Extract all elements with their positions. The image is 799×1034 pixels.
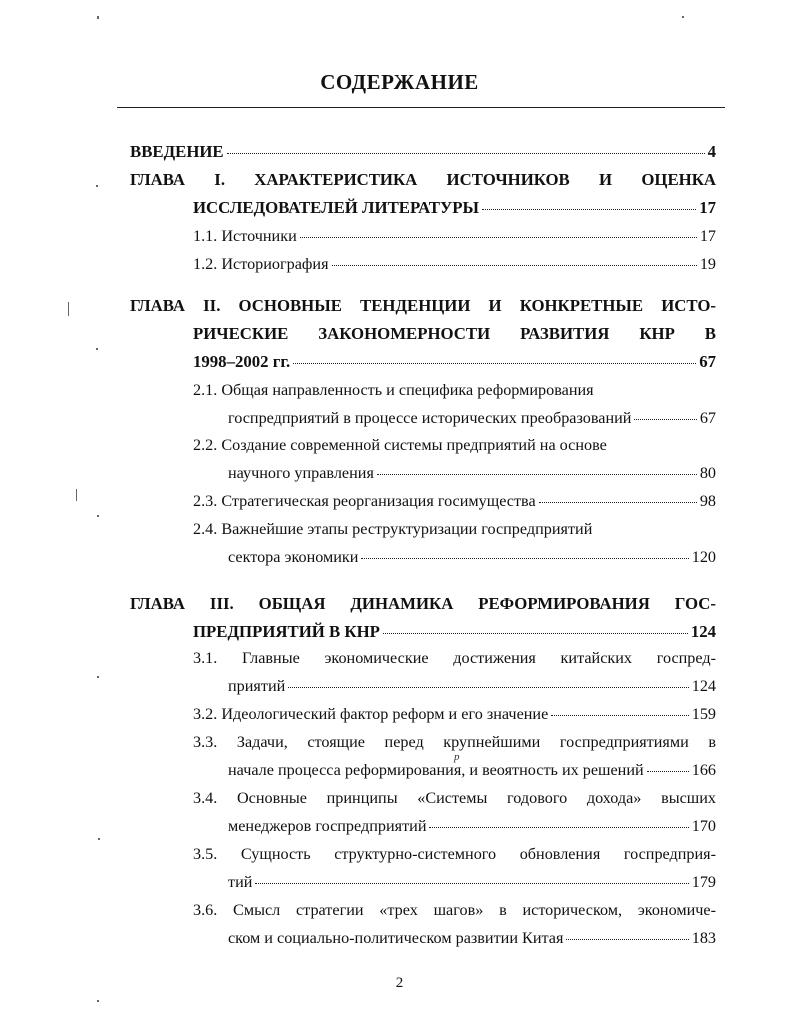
toc-page-number: 4 [707, 142, 716, 161]
toc-section-line [193, 845, 716, 867]
dot-leader [288, 687, 688, 688]
toc-chapter-line [193, 622, 716, 644]
toc-entry-text: ГЛАВА III. ОБЩАЯ ДИНАМИКА РЕФОРМИРОВАНИЯ ГОС- [130, 594, 716, 613]
scan-speck [68, 302, 69, 316]
toc-entry-text: менеджеров госпредприятий [228, 817, 427, 835]
toc-entry-text: 3.4. Основные принципы «Системы годового дохода» высших [193, 789, 716, 807]
dot-leader [482, 209, 696, 210]
toc-section-line [228, 409, 716, 431]
dot-leader [551, 715, 688, 716]
toc-section-line [193, 381, 716, 403]
toc-page-number: 19 [699, 255, 716, 273]
toc-entry-text: ском и социально-политическом развитии Китая [228, 929, 564, 947]
page-title: СОДЕРЖАНИЕ [320, 70, 479, 94]
scan-speck [96, 348, 98, 350]
toc-section-line [228, 873, 716, 895]
dot-leader [634, 419, 696, 420]
dot-leader [293, 363, 696, 364]
dot-leader [539, 502, 697, 503]
toc-page-number: 179 [691, 873, 716, 891]
toc-entry-text: 2.4. Важнейшие этапы реструктуризации госпредприятий [193, 520, 593, 538]
toc-entry-text: 3.6. Смысл стратегии «трех шагов» в историческом, экономиче- [193, 901, 716, 919]
toc-entry-text: 2.3. Стратегическая реорганизация госимущества [193, 492, 536, 510]
toc-page-number: 98 [699, 492, 716, 510]
toc-entry-text: ИССЛЕДОВАТЕЛЕЙ ЛИТЕРАТУРЫ [193, 198, 479, 217]
toc-entry-text: тий [228, 873, 253, 891]
toc-entry-text: 1.2. Историография [193, 255, 329, 273]
toc-entry-text: научного управления [228, 464, 374, 482]
toc-entry-text: ВВЕДЕНИЕ [130, 142, 224, 161]
toc-section-line [193, 492, 716, 514]
toc-entry-text: 3.2. Идеологический фактор реформ и его значение [193, 705, 549, 723]
toc-section-line [193, 705, 716, 727]
toc-entry-text: 1.1. Источники [193, 227, 297, 245]
page-number: 2 [395, 975, 404, 991]
toc-section-line [228, 464, 716, 486]
toc-chapter-line [193, 198, 716, 220]
handwritten-note: р [454, 751, 460, 763]
toc-entry-text: ПРЕДПРИЯТИЙ В КНР [193, 622, 380, 641]
dot-leader [377, 474, 697, 475]
toc-section-line [228, 761, 716, 783]
toc-entry-text: начале процесса реформирования, и веоятность их решений [228, 761, 644, 779]
scan-speck [97, 16, 99, 19]
toc-page-number: 183 [691, 929, 716, 947]
toc-entry-text: 2.1. Общая направленность и специфика реформирования [193, 381, 594, 399]
dot-leader [227, 153, 705, 154]
toc-page-number: 159 [691, 705, 716, 723]
toc-section-line [193, 520, 716, 542]
toc-chapter-line [130, 296, 716, 318]
toc-section-line [193, 901, 716, 923]
toc-chapter-line [193, 352, 716, 374]
toc-entry-text: приятий [228, 677, 286, 695]
toc-page-number: 80 [699, 464, 716, 482]
title-divider [117, 107, 725, 108]
toc-chapter-line [130, 170, 716, 192]
scan-speck [97, 1000, 99, 1002]
scan-speck [682, 16, 684, 18]
scan-speck [97, 676, 99, 678]
toc-page-number: 124 [691, 677, 716, 695]
dot-leader [332, 265, 697, 266]
toc-page-number: 67 [699, 409, 716, 427]
dot-leader [429, 827, 688, 828]
toc-section-line [193, 255, 716, 277]
toc-entry-text: ГЛАВА II. ОСНОВНЫЕ ТЕНДЕНЦИИ И КОНКРЕТНЫЕ ИСТО- [130, 296, 716, 315]
toc-entry-text: 3.3. Задачи, стоящие перед крупнейшими госпредприятиями в [193, 733, 716, 751]
toc-page-number: 17 [699, 227, 716, 245]
dot-leader [566, 939, 688, 940]
toc-section-line [228, 929, 716, 951]
toc-entry-text: сектора экономики [228, 548, 359, 566]
toc-section-line [193, 789, 716, 811]
toc-entry-text: ГЛАВА I. ХАРАКТЕРИСТИКА ИСТОЧНИКОВ И ОЦЕНКА [130, 170, 716, 189]
toc-entry-text: госпредприятий в процессе исторических преобразований [228, 409, 632, 427]
toc-chapter-line [193, 324, 716, 346]
toc-section-line [228, 548, 716, 570]
dot-leader [255, 883, 688, 884]
scan-speck [76, 489, 77, 501]
toc-section-line [193, 436, 716, 458]
scan-speck [98, 838, 100, 840]
scan-speck [96, 185, 98, 187]
toc-section-line [193, 649, 716, 671]
toc-page-number: 67 [699, 352, 716, 371]
toc-entry-text: 3.5. Сущность структурно-системного обновления госпредприя- [193, 845, 716, 863]
toc-page-number: 170 [691, 817, 716, 835]
toc-page-number: 120 [691, 548, 716, 566]
toc-chapter-line [130, 594, 716, 616]
dot-leader [300, 237, 697, 238]
toc-entry-text: 3.1. Главные экономические достижения китайских госпред- [193, 649, 716, 667]
scan-speck [97, 515, 99, 517]
toc-entry-text: 1998–2002 гг. [193, 352, 291, 371]
dot-leader [383, 633, 688, 634]
dot-leader [647, 771, 689, 772]
toc-section-line [228, 677, 716, 699]
toc-section-line [228, 817, 716, 839]
toc-entry-text: РИЧЕСКИЕ ЗАКОНОМЕРНОСТИ РАЗВИТИЯ КНР В [193, 324, 716, 343]
toc-page-number: 124 [690, 622, 716, 641]
toc-page-number: 17 [699, 198, 716, 217]
dot-leader [361, 558, 688, 559]
toc-chapter-line [130, 142, 716, 164]
toc-entry-text: 2.2. Создание современной системы предприятий на основе [193, 436, 607, 454]
toc-page-number: 166 [691, 761, 716, 779]
toc-section-line [193, 227, 716, 249]
